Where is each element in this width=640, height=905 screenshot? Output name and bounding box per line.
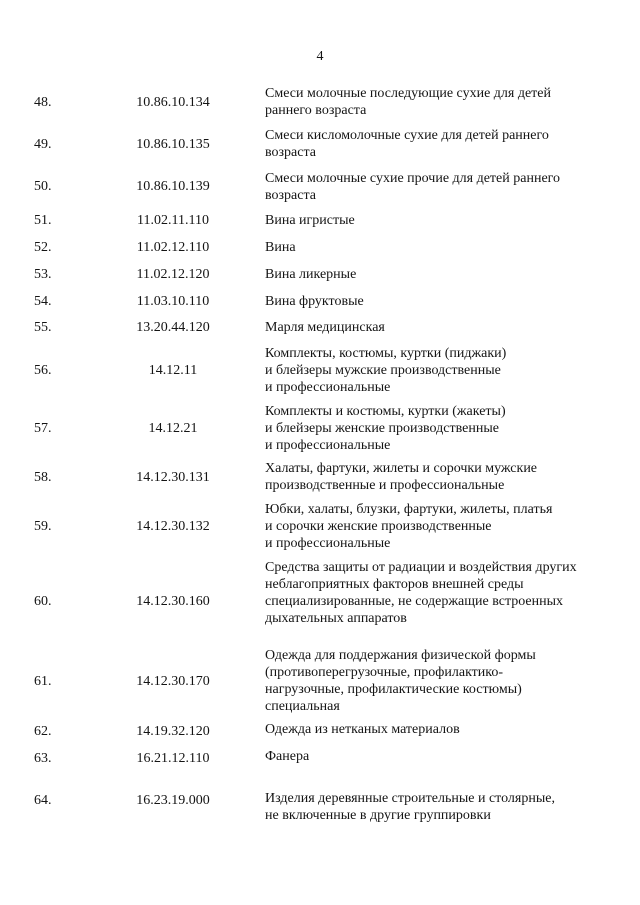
okpd-code: 11.02.12.110 bbox=[136, 240, 210, 255]
okpd-code: 10.86.10.135 bbox=[136, 137, 210, 152]
description-line: раннего возраста bbox=[265, 103, 367, 118]
item-description bbox=[265, 559, 610, 627]
description-line: Смеси кисломолочные сухие для детей раннего bbox=[265, 128, 549, 143]
item-description bbox=[265, 127, 610, 161]
description-line: Вина игристые bbox=[265, 213, 355, 228]
okpd-code: 14.19.32.120 bbox=[136, 724, 210, 739]
okpd-code: 16.21.12.110 bbox=[136, 751, 210, 766]
row-number: 56. bbox=[34, 363, 52, 378]
okpd-code: 14.12.30.170 bbox=[136, 674, 210, 689]
item-description bbox=[265, 403, 610, 454]
description-line: Марля медицинская bbox=[265, 320, 385, 335]
description-line: Комплекты, костюмы, куртки (пиджаки) bbox=[265, 346, 507, 361]
description-line: неблагоприятных факторов внешней среды bbox=[265, 577, 524, 592]
item-description bbox=[265, 85, 610, 119]
description-line: Вина фруктовые bbox=[265, 294, 364, 309]
okpd-code: 14.12.11 bbox=[148, 363, 198, 378]
row-number: 48. bbox=[34, 95, 52, 110]
item-description bbox=[265, 345, 610, 396]
okpd-code: 16.23.19.000 bbox=[136, 793, 210, 808]
item-description bbox=[265, 460, 610, 494]
row-number: 60. bbox=[34, 594, 52, 609]
okpd-code: 14.12.30.160 bbox=[136, 594, 210, 609]
okpd-code: 10.86.10.134 bbox=[136, 95, 210, 110]
item-description bbox=[265, 239, 610, 256]
description-line: и сорочки женские производственные bbox=[265, 519, 492, 534]
description-line: Смеси молочные сухие прочие для детей раннего bbox=[265, 171, 561, 186]
description-line: Халаты, фартуки, жилеты и сорочки мужские bbox=[265, 461, 538, 476]
description-line: Изделия деревянные строительные и столярные, bbox=[265, 791, 555, 806]
description-line: (противоперегрузочные, профилактико- bbox=[265, 665, 504, 680]
row-number: 53. bbox=[34, 267, 52, 282]
item-description bbox=[265, 501, 610, 552]
row-number: 62. bbox=[34, 724, 52, 739]
row-number: 58. bbox=[34, 470, 52, 485]
description-line: и профессиональные bbox=[265, 380, 391, 395]
okpd-code: 11.03.10.110 bbox=[136, 294, 210, 309]
item-description bbox=[265, 212, 610, 229]
description-line: и профессиональные bbox=[265, 536, 391, 551]
okpd-code: 14.12.30.131 bbox=[136, 470, 210, 485]
item-description bbox=[265, 790, 610, 824]
okpd-code: 10.86.10.139 bbox=[136, 179, 210, 194]
row-number: 51. bbox=[34, 213, 52, 228]
description-line: специализированные, не содержащие встроенных bbox=[265, 594, 564, 609]
row-number: 52. bbox=[34, 240, 52, 255]
okpd-code: 11.02.11.110 bbox=[137, 213, 209, 228]
description-line: дыхательных аппаратов bbox=[265, 611, 407, 626]
item-description bbox=[265, 647, 610, 715]
description-line: и профессиональные bbox=[265, 438, 391, 453]
description-line: производственные и профессиональные bbox=[265, 478, 505, 493]
row-number: 59. bbox=[34, 519, 52, 534]
item-description bbox=[265, 748, 610, 765]
row-number: 50. bbox=[34, 179, 52, 194]
row-number: 63. bbox=[34, 751, 52, 766]
row-number: 49. bbox=[34, 137, 52, 152]
description-line: Фанера bbox=[265, 749, 310, 764]
description-line: Юбки, халаты, блузки, фартуки, жилеты, платья bbox=[265, 502, 553, 517]
okpd-code: 14.12.21 bbox=[148, 421, 198, 436]
item-description bbox=[265, 721, 610, 738]
description-line: Смеси молочные последующие сухие для детей bbox=[265, 86, 552, 101]
item-description bbox=[265, 293, 610, 310]
description-line: Вина bbox=[265, 240, 296, 255]
row-number: 64. bbox=[34, 793, 52, 808]
item-description bbox=[265, 266, 610, 283]
item-description bbox=[265, 319, 610, 336]
okpd-code: 11.02.12.120 bbox=[136, 267, 210, 282]
description-line: и блейзеры мужские производственные bbox=[265, 363, 501, 378]
description-line: Одежда для поддержания физической формы bbox=[265, 648, 536, 663]
item-description bbox=[265, 170, 610, 204]
description-line: Средства защиты от радиации и воздействия других bbox=[265, 560, 577, 575]
row-number: 55. bbox=[34, 320, 52, 335]
row-number: 57. bbox=[34, 421, 52, 436]
okpd-code: 13.20.44.120 bbox=[136, 320, 210, 335]
description-line: Вина ликерные bbox=[265, 267, 357, 282]
description-line: Одежда из нетканых материалов bbox=[265, 722, 460, 737]
row-number: 61. bbox=[34, 674, 52, 689]
description-line: возраста bbox=[265, 145, 316, 160]
description-line: и блейзеры женские производственные bbox=[265, 421, 499, 436]
page-number: 4 bbox=[316, 49, 324, 64]
description-line: не включенные в другие группировки bbox=[265, 808, 491, 823]
row-number: 54. bbox=[34, 294, 52, 309]
description-line: специальная bbox=[265, 699, 340, 714]
description-line: возраста bbox=[265, 188, 316, 203]
okpd-code: 14.12.30.132 bbox=[136, 519, 210, 534]
description-line: нагрузочные, профилактические костюмы) bbox=[265, 682, 522, 697]
description-line: Комплекты и костюмы, куртки (жакеты) bbox=[265, 404, 506, 419]
